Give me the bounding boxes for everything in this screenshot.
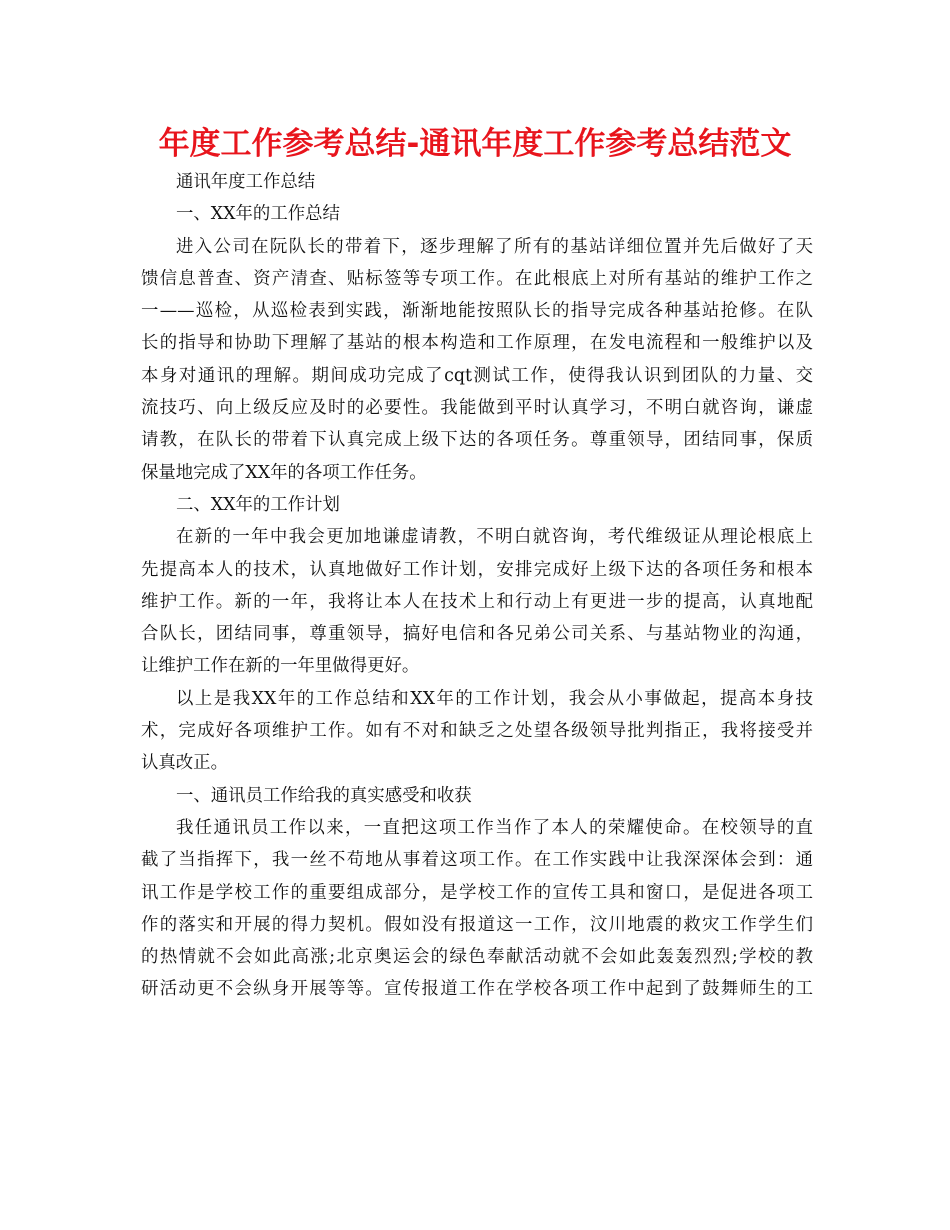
document-title: 年度工作参考总结-通讯年度工作参考总结范文 — [158, 126, 792, 162]
paragraph-line: 进入公司在阮队长的带着下，逐步理解了所有的基站详细位置并先后做好了天 — [176, 236, 813, 257]
document-body — [141, 166, 813, 1006]
paragraph-line: 在新的一年中我会更加地谦虚请教，不明白就咨询，考代维级证从理论根底上 — [176, 527, 813, 548]
paragraph-line: 馈信息普查、资产清查、贴标签等专项工作。在此根底上对所有基站的维护工作之 — [141, 268, 813, 289]
section-heading: 一、通讯员工作给我的真实感受和收获 — [176, 785, 472, 806]
paragraph-line: 合队长，团结同事，尊重领导，搞好电信和各兄弟公司关系、与基站物业的沟通， — [141, 624, 813, 645]
paragraph-line: 术，完成好各项维护工作。如有不对和缺乏之处望各级领导批判指正，我将接受并 — [141, 721, 813, 742]
paragraph-line: 长的指导和协助下理解了基站的根本构造和工作原理，在发电流程和一般维护以及 — [141, 333, 813, 354]
paragraph-line: 本身对通讯的理解。期间成功完成了cqt测试工作，使得我认识到团队的力量、交 — [141, 365, 813, 386]
paragraph-line: 一——巡检，从巡检表到实践，渐渐地能按照队长的指导完成各种基站抢修。在队 — [141, 301, 813, 322]
paragraph-line: 讯工作是学校工作的重要组成部分，是学校工作的宣传工具和窗口，是促进各项工 — [141, 882, 813, 903]
paragraph-line: 请教，在队长的带着下认真完成上级下达的各项任务。尊重领导，团结同事，保质 — [141, 430, 813, 451]
paragraph-line: 作的落实和开展的得力契机。假如没有报道这一工作，汶川地震的救灾工作学生们 — [141, 914, 813, 935]
section-heading: 二、XX年的工作计划 — [176, 494, 340, 515]
paragraph-line: 保量地完成了XX年的各项工作任务。 — [141, 462, 427, 483]
paragraph-line: 先提高本人的技术，认真地做好工作计划，安排完成好上级下达的各项任务和根本 — [141, 559, 813, 580]
paragraph-line: 流技巧、向上级反应及时的必要性。我能做到平时认真学习，不明白就咨询，谦虚 — [141, 398, 813, 419]
paragraph-line: 研活动更不会纵身开展等等。宣传报道工作在学校各项工作中起到了鼓舞师生的工 — [141, 979, 813, 1000]
paragraph-line: 以上是我XX年的工作总结和XX年的工作计划，我会从小事做起，提高本身技 — [176, 688, 813, 709]
paragraph-line: 的热情就不会如此高涨;北京奥运会的绿色奉献活动就不会如此轰轰烈烈;学校的教 — [141, 947, 813, 968]
paragraph-line: 让维护工作在新的一年里做得更好。 — [141, 656, 420, 677]
section-heading: 通讯年度工作总结 — [176, 172, 316, 192]
paragraph-line: 维护工作。新的一年，我将让本人在技术上和行动上有更进一步的提高，认真地配 — [141, 591, 813, 612]
paragraph-line: 我任通讯员工作以来，一直把这项工作当作了本人的荣耀使命。在校领导的直 — [176, 817, 813, 838]
paragraph-line: 认真改正。 — [141, 753, 228, 774]
paragraph-line: 截了当指挥下，我一丝不苟地从事着这项工作。在工作实践中让我深深体会到：通 — [141, 850, 813, 871]
section-heading: 一、XX年的工作总结 — [176, 204, 340, 225]
